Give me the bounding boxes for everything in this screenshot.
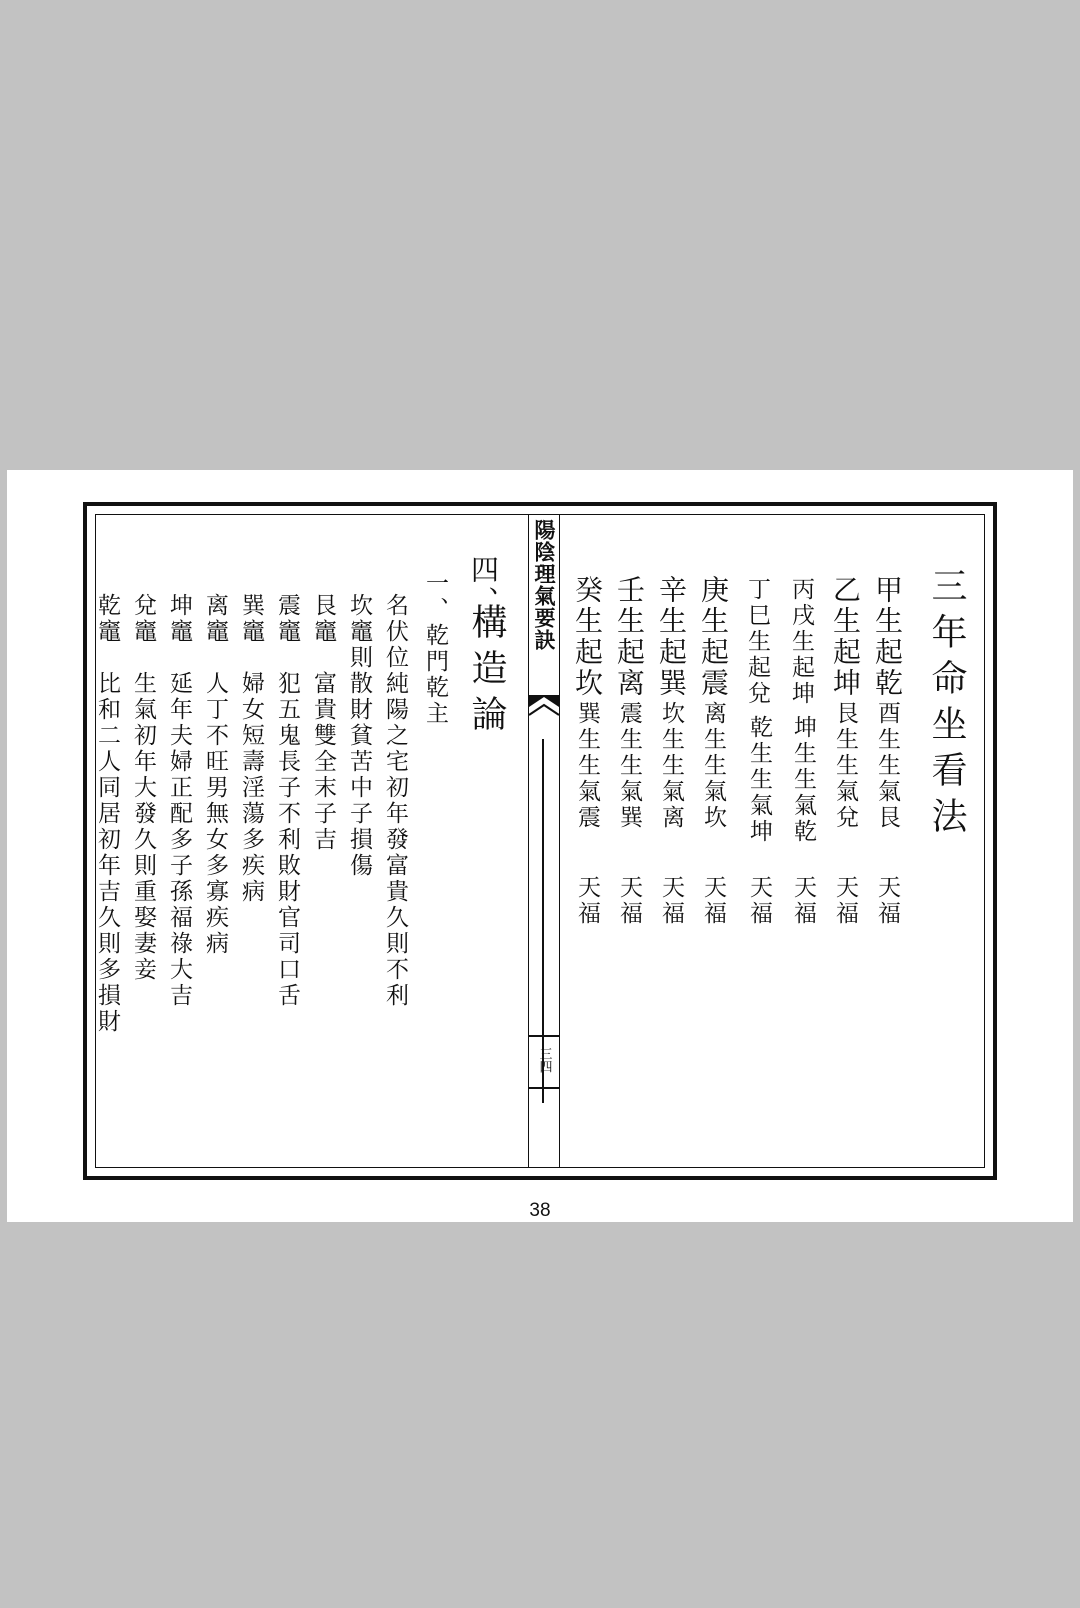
- right-row-3-tail: 天福: [790, 875, 816, 927]
- right-row-3-main: 丙戌生起坤: [788, 577, 814, 707]
- right-row-1-main: 甲生起乾: [871, 575, 904, 699]
- left-line-1: 名伏位純陽之宅初年發富貴久則不利: [382, 593, 408, 1009]
- fold-rule-top: [529, 1035, 559, 1037]
- book-fold: [528, 515, 560, 1167]
- left-subheading: 一、乾門乾主: [422, 571, 448, 727]
- right-row-6-tail: 天福: [658, 875, 684, 927]
- left-line-9: 乾竈 比和二人同居初年吉久則多損財: [94, 593, 120, 1035]
- right-row-7-sub: 震生生氣巽: [616, 701, 642, 831]
- right-row-2-sub: 艮生生氣兌: [832, 701, 858, 831]
- right-row-8-tail: 天福: [574, 875, 600, 927]
- right-row-4-tail: 天福: [746, 875, 772, 927]
- right-row-7-tail: 天福: [616, 875, 642, 927]
- right-row-5-main: 庚生起震: [697, 575, 730, 699]
- left-page-heading: 構造論: [466, 603, 507, 741]
- right-row-5-tail: 天福: [700, 875, 726, 927]
- left-page-heading-number: 四、: [467, 555, 500, 617]
- scanned-page: [7, 470, 1073, 1222]
- right-row-8-main: 癸生起坎: [571, 575, 604, 699]
- right-row-1-sub: 酉生生氣艮: [874, 701, 900, 831]
- right-row-5-sub: 离生生氣坎: [700, 701, 726, 831]
- right-row-7-main: 壬生起离: [613, 575, 646, 699]
- right-row-4-main: 丁巳生起兌: [744, 577, 770, 707]
- left-line-6: 离竈 人丁不旺男無女多寡疾病: [202, 593, 228, 957]
- fold-title: 陽陰理氣要訣: [532, 519, 557, 651]
- right-row-8-sub: 巽生生氣震: [574, 701, 600, 831]
- fold-page-number: 三四: [536, 1047, 552, 1073]
- right-row-2-tail: 天福: [832, 875, 858, 927]
- left-line-5: 巽竈 婦女短壽淫蕩多疾病: [238, 593, 264, 905]
- right-row-3-sub: 坤生生氣乾: [790, 715, 816, 845]
- left-line-8: 兌竈 生氣初年大發久則重娶妻妾: [130, 593, 156, 983]
- left-line-3: 艮竈 富貴雙全末子吉: [310, 593, 336, 853]
- fold-rule-bottom: [529, 1087, 559, 1089]
- left-line-4: 震竈 犯五鬼長子不利敗財官司口舌: [274, 593, 300, 1009]
- fish-tail-mark: [529, 695, 559, 739]
- page-frame: [83, 502, 997, 1180]
- right-row-6-main: 辛生起巽: [655, 575, 688, 699]
- right-row-1-tail: 天福: [874, 875, 900, 927]
- right-row-6-sub: 坎生生氣离: [658, 701, 684, 831]
- right-row-2-main: 乙生起坤: [829, 575, 862, 699]
- page-number: 38: [529, 1200, 551, 1221]
- page-frame-inner: [95, 514, 985, 1168]
- right-row-4-sub: 乾生生氣坤: [746, 715, 772, 845]
- left-line-7: 坤竈 延年夫婦正配多子孫福祿大吉: [166, 593, 192, 1009]
- left-line-2: 坎竈則散財貧苦中子損傷: [346, 593, 372, 879]
- right-page-heading: 三年命坐看法: [926, 567, 967, 843]
